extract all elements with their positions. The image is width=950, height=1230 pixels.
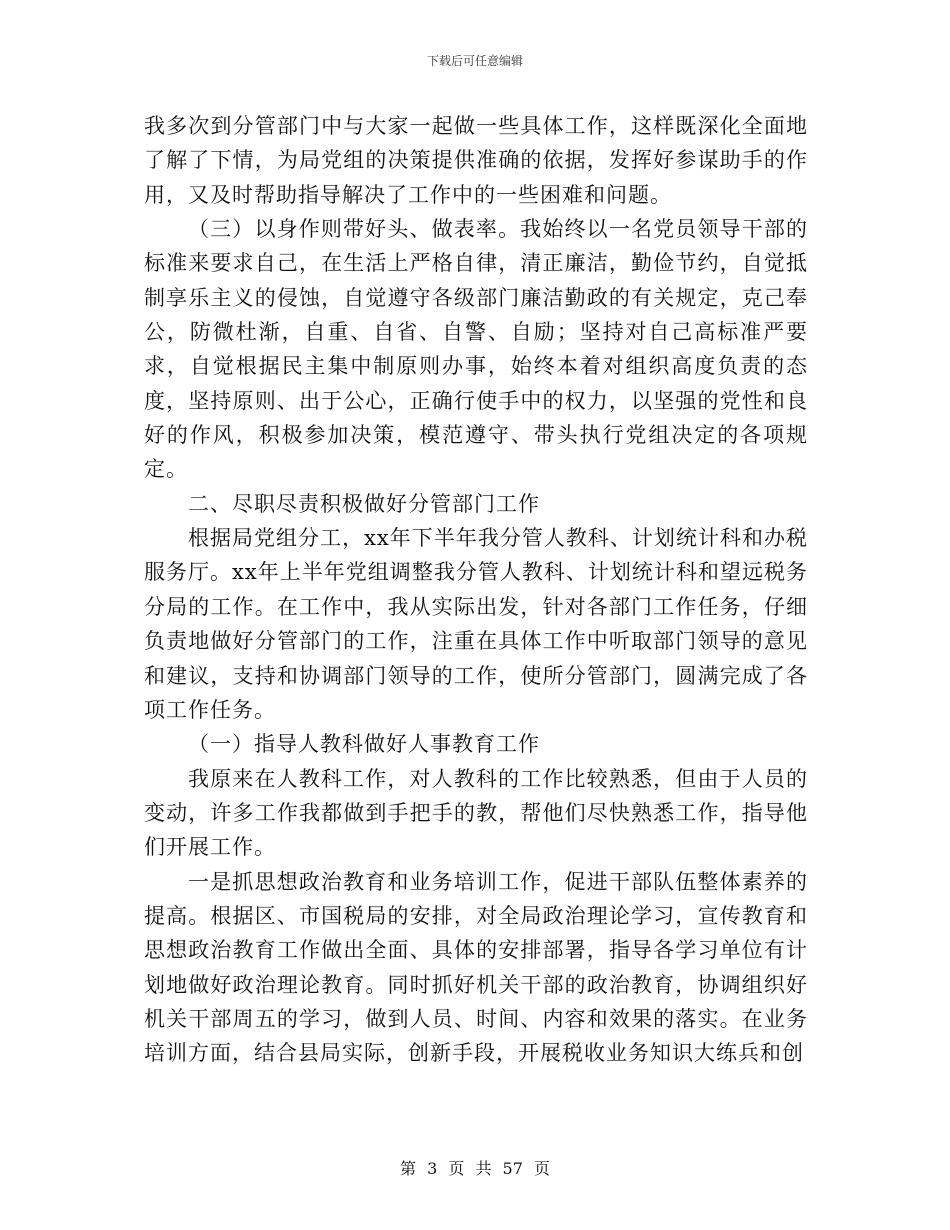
page-header: 下载后可任意编辑 [426, 54, 523, 68]
paragraph-2: （三）以身作则带好头、做表率。我始终以一名党员领导干部的标准来要求自己，在生活上严格自律，清正廉洁，勤俭节约，自觉抵制享乐主义的侵蚀，自觉遵守各级部门廉洁勤政的有关规定，克己奉公，防微杜渐，自重、自省、自警、自励；坚持对自己高标准严要求，自觉根据民主集中制原则办事，始终本着对组织高度负责的态度，坚持原则、出于公心，正确行使手中的权力，以坚强的党性和良好的作风，积极参加决策，模范遵守、带头执行党组决定的各项规定。 [144, 217, 808, 482]
subsection-heading: （一）指导人教科做好人事教育工作 [188, 732, 540, 757]
page-footer: 第 3 页 共 57 页 [400, 1159, 550, 1178]
paragraph-5: 一是抓思想政治教育和业务培训工作，促进干部队伍整体素养的提高。根据区、市国税局的安排，对全局政治理论学习，宣传教育和思想政治教育工作做出全面、具体的安排部署，指导各学习单位有计划地做好政治理论教育。同时抓好机关干部的政治教育，协调组织好机关干部周五的学习，做到人员、时间、内容和效果的落实。在业务培训方面，结合县局实际，创新手段，开展税收业务知识大练兵和创 [144, 869, 808, 1066]
paragraph-1: 我多次到分管部门中与大家一起做一些具体工作，这样既深化全面地了解了下情，为局党组的决策提供准确的依据，发挥好参谋助手的作用，又及时帮助指导解决了工作中的一些困难和问题。 [144, 114, 808, 207]
document-body [144, 109, 808, 1071]
paragraph-4: 我原来在人教科工作，对人教科的工作比较熟悉，但由于人员的变动，许多工作我都做到手把手的教，帮他们尽快熟悉工作，指导他们开展工作。 [144, 766, 808, 860]
paragraph-3: 根据局党组分工，xx年下半年我分管人教科、计划统计科和办税服务厅。xx年上半年党组调整我分管人教科、计划统计科和望远税务分局的工作。在工作中，我从实际出发，针对各部门工作任务，仔细负责地做好分管部门的工作，注重在具体工作中听取部门领导的意见和建议，支持和协调部门领导的工作，使所分管部门，圆满完成了各项工作任务。 [144, 526, 808, 722]
section-heading: 二、尽职尽责积极做好分管部门工作 [188, 491, 540, 516]
